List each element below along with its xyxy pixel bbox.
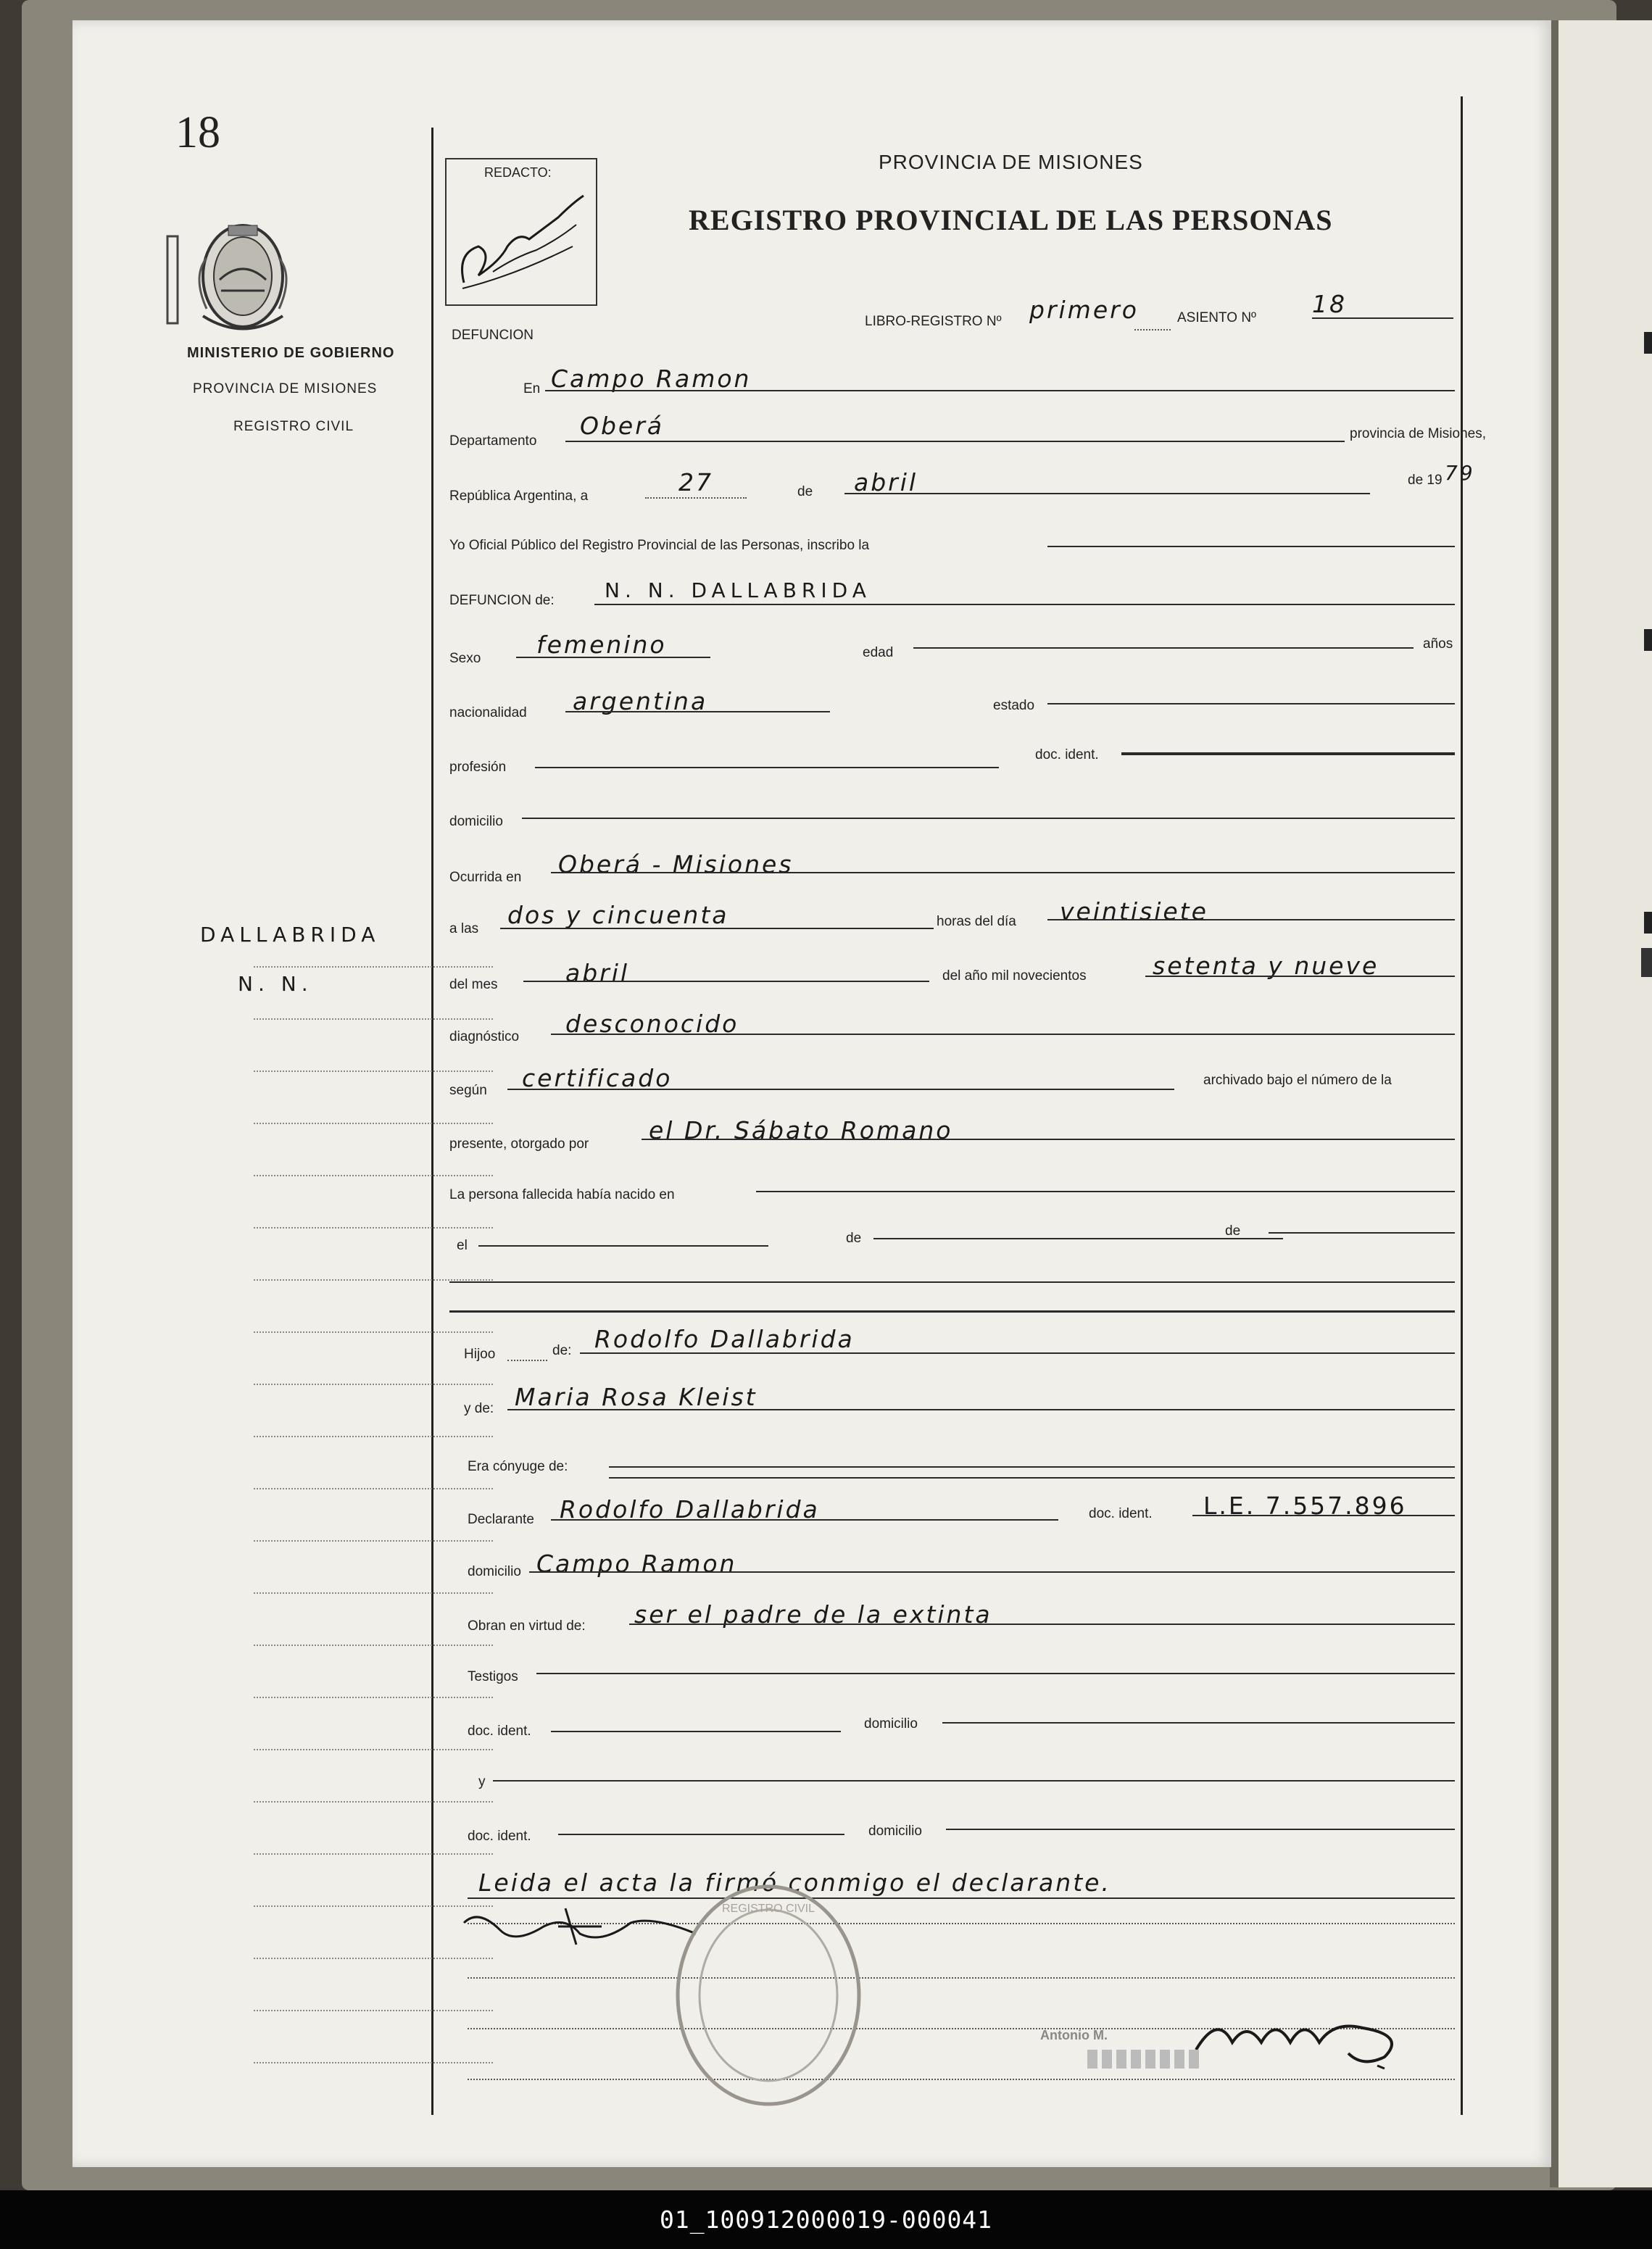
- facing-page: [1557, 20, 1652, 2187]
- libro-label: LIBRO-REGISTRO Nº: [865, 314, 1002, 329]
- margin-ruled-line: [254, 2062, 493, 2063]
- domicilio-label: domicilio: [449, 814, 503, 829]
- margin-ruled-line: [254, 1540, 493, 1542]
- official-stamp-name: Antonio M.: [1040, 2028, 1108, 2042]
- de-label: de: [797, 484, 813, 499]
- facing-page-mark: [1644, 332, 1652, 354]
- t1-dom-label: domicilio: [864, 1716, 918, 1732]
- doc-ident-label: doc. ident.: [1035, 747, 1099, 762]
- a-las-label: a las: [449, 921, 479, 936]
- departamento-value: Oberá: [580, 412, 665, 440]
- defuncion-label: DEFUNCION de:: [449, 593, 555, 608]
- anio-value: setenta y nueve: [1153, 952, 1379, 980]
- margin-ruled-line: [254, 1384, 493, 1385]
- hora-value: dos y cincuenta: [507, 901, 729, 929]
- margin-ruled-line: [254, 2010, 493, 2011]
- libro-value: primero: [1029, 296, 1139, 324]
- decl-dom-label: domicilio: [468, 1564, 521, 1579]
- testigos-label: Testigos: [468, 1669, 518, 1684]
- closing-text: Leida el acta la firmó conmigo el declarante.: [478, 1868, 1111, 1897]
- margin-ruled-line: [254, 1749, 493, 1750]
- obran-label: Obran en virtud de:: [468, 1618, 586, 1634]
- declarante-value: Rodolfo Dallabrida: [560, 1495, 820, 1523]
- diagnostico-label: diagnóstico: [449, 1029, 520, 1044]
- del-mes-label: del mes: [449, 977, 498, 992]
- margin-ruled-line: [254, 1227, 493, 1229]
- en-value: Campo Ramon: [551, 365, 752, 393]
- departamento-label: Departamento: [449, 433, 537, 449]
- declarante-label: Declarante: [468, 1512, 534, 1527]
- t2-dom-label: domicilio: [868, 1824, 922, 1839]
- horas-label: horas del día: [937, 914, 1016, 929]
- republica-label: República Argentina, a: [449, 489, 589, 504]
- year-value: 79: [1445, 461, 1475, 485]
- anos-label: años: [1423, 636, 1453, 652]
- hijo-de-label: de:: [552, 1343, 572, 1358]
- mes-value: abril: [854, 468, 918, 496]
- el-label: el: [457, 1238, 468, 1253]
- profesion-label: profesión: [449, 760, 507, 775]
- margin-ruled-line: [254, 1853, 493, 1855]
- margin-ruled-line: [254, 1488, 493, 1489]
- nacido-label: La persona fallecida había nacido en: [449, 1187, 675, 1202]
- province-label-left: PROVINCIA DE MISIONES: [193, 381, 378, 396]
- nacionalidad-label: nacionalidad: [449, 705, 527, 720]
- stamp-text: REGISTRO CIVIL: [721, 1903, 815, 1915]
- y-label: y: [478, 1774, 486, 1789]
- margin-ruled-line: [254, 1697, 493, 1698]
- margin-ruled-line: [254, 1801, 493, 1803]
- provincia-label: provincia de Misiones,: [1350, 426, 1486, 441]
- margin-ruled-line: [254, 1645, 493, 1646]
- facing-page-mark: [1644, 629, 1652, 651]
- margin-ruled-line: [254, 1436, 493, 1437]
- margin-ruled-line: [254, 1175, 493, 1176]
- page-number: 18: [175, 108, 220, 157]
- header-title: REGISTRO PROVINCIAL DE LAS PERSONAS: [689, 204, 1333, 236]
- en-label: En: [523, 381, 541, 396]
- presente-value: el Dr. Sábato Romano: [649, 1116, 953, 1144]
- redacto-signature-icon: [449, 188, 593, 297]
- t1-doc-label: doc. ident.: [468, 1724, 531, 1739]
- hijo-label: Hijoo: [464, 1347, 496, 1362]
- margin-ruled-line: [254, 1279, 493, 1281]
- margin-ruled-line: [254, 1018, 493, 1020]
- segun-label: según: [449, 1083, 487, 1098]
- anio-label: del año mil novecientos: [942, 968, 1087, 984]
- registry-label-left: REGISTRO CIVIL: [233, 419, 354, 434]
- margin-ruled-line: [254, 1123, 493, 1124]
- image-caption: 01_100912000019-000041: [0, 2190, 1652, 2249]
- facing-page-mark: [1641, 948, 1652, 977]
- header-province: PROVINCIA DE MISIONES: [879, 151, 1143, 173]
- dia-texto-value: veintisiete: [1060, 897, 1208, 926]
- estado-label: estado: [993, 698, 1035, 713]
- diagnostico-value: desconocido: [565, 1010, 739, 1038]
- margin-initials: N. N.: [238, 972, 313, 996]
- margin-ruled-line: [254, 1071, 493, 1072]
- redacto-label: REDACTO:: [484, 165, 552, 180]
- left-column-rule: [431, 128, 433, 2115]
- margin-ruled-line: [254, 1592, 493, 1594]
- de1-label: de: [846, 1231, 862, 1246]
- margin-ruled-line: [254, 1331, 493, 1333]
- del-mes-value: abril: [565, 959, 630, 987]
- official-signature-icon: [1189, 1999, 1421, 2071]
- stamp-lines: [1087, 2050, 1203, 2069]
- archivado-label: archivado bajo el número de la: [1203, 1073, 1392, 1088]
- edad-label: edad: [863, 645, 894, 660]
- de2-label: de: [1225, 1223, 1241, 1239]
- asiento-label: ASIENTO Nº: [1177, 310, 1256, 325]
- ocurrida-value: Oberá - Misiones: [558, 850, 794, 878]
- hijo-value: Rodolfo Dallabrida: [594, 1325, 855, 1353]
- nacionalidad-value: argentina: [573, 687, 708, 715]
- de-year-label: de 19: [1408, 473, 1443, 488]
- decl-dom-value: Campo Ramon: [536, 1550, 737, 1578]
- sexo-label: Sexo: [449, 651, 481, 666]
- ocurrida-label: Ocurrida en: [449, 870, 522, 885]
- margin-surname: DALLABRIDA: [200, 923, 381, 947]
- decl-doc-value: L.E. 7.557.896: [1203, 1492, 1407, 1520]
- t2-doc-label: doc. ident.: [468, 1829, 531, 1844]
- redacto-box: [445, 158, 597, 306]
- ministry-label: MINISTERIO DE GOBIERNO: [187, 345, 395, 361]
- madre-value: Maria Rosa Kleist: [515, 1383, 757, 1411]
- y-de-label: y de:: [464, 1401, 494, 1416]
- coat-of-arms-icon: [163, 207, 308, 352]
- type-label: DEFUNCION: [452, 328, 534, 343]
- asiento-value: 18: [1312, 290, 1347, 318]
- decl-doc-label: doc. ident.: [1089, 1506, 1153, 1521]
- sexo-value: femenino: [536, 631, 667, 659]
- facing-page-mark: [1644, 912, 1652, 934]
- margin-ruled-line: [254, 966, 493, 968]
- right-column-rule: [1461, 96, 1463, 2115]
- oficial-text: Yo Oficial Público del Registro Provincial de las Personas, inscribo la: [449, 538, 870, 553]
- margin-ruled-line: [254, 1958, 493, 1959]
- declarant-signature-icon: [457, 1894, 703, 1959]
- defuncion-value: N. N. DALLABRIDA: [605, 578, 871, 602]
- segun-value: certificado: [522, 1064, 673, 1092]
- registry-stamp-icon: [667, 1876, 870, 2115]
- margin-ruled-line: [254, 1905, 493, 1907]
- obran-value: ser el padre de la extinta: [634, 1600, 992, 1629]
- conyuge-label: Era cónyuge de:: [468, 1459, 568, 1474]
- dia-value: 27: [678, 468, 713, 496]
- register-page: [72, 20, 1551, 2167]
- presente-label: presente, otorgado por: [449, 1136, 589, 1152]
